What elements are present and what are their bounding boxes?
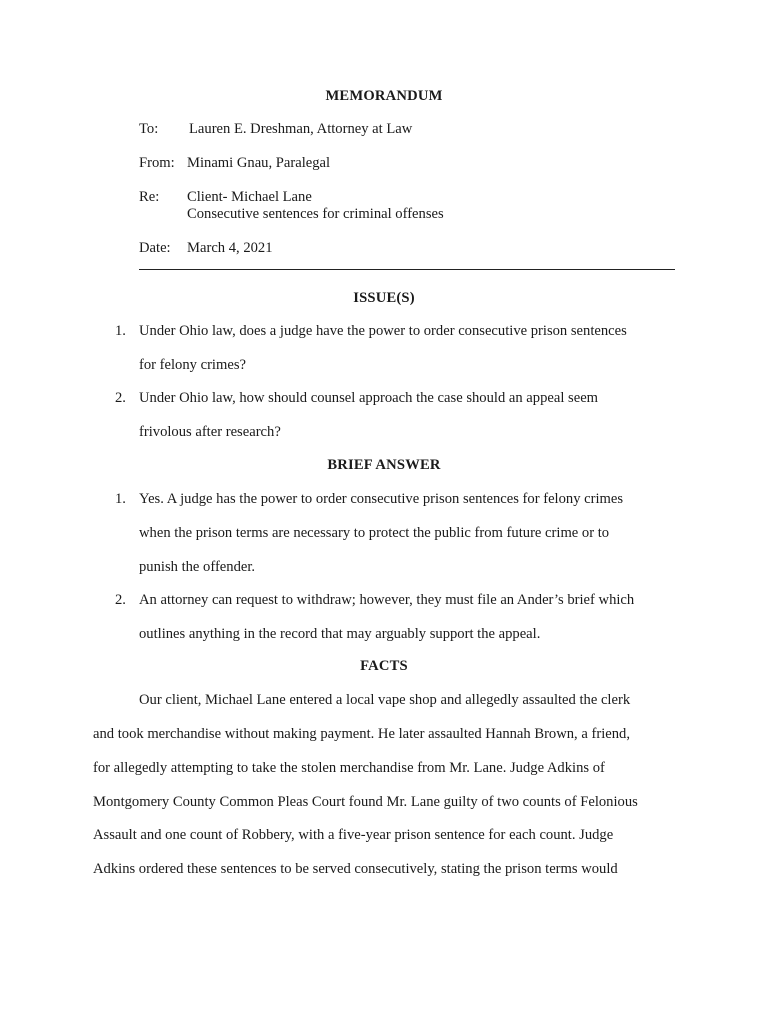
issue-line: frivolous after research? — [139, 424, 281, 440]
brief-answer-heading: BRIEF ANSWER — [327, 457, 441, 473]
memo-title: MEMORANDUM — [325, 88, 443, 104]
issue-number: 2. — [115, 390, 126, 406]
facts-heading: FACTS — [360, 658, 408, 674]
date-value: March 4, 2021 — [187, 240, 273, 256]
facts-line: Montgomery County Common Pleas Court found Mr. Lane guilty of two counts of Felonious — [93, 794, 638, 810]
to-value: Lauren E. Dreshman, Attorney at Law — [189, 121, 413, 137]
date-label: Date: — [139, 240, 171, 256]
header-divider — [139, 269, 675, 270]
facts-line: Adkins ordered these sentences to be served consecutively, stating the prison terms would — [93, 861, 618, 877]
answer-number: 1. — [115, 491, 126, 507]
issue-number: 1. — [115, 323, 126, 339]
re-value-line-1: Client- Michael Lane — [187, 189, 312, 205]
issues-heading: ISSUE(S) — [353, 290, 415, 306]
facts-line: Our client, Michael Lane entered a local vape shop and allegedly assaulted the clerk — [139, 692, 631, 708]
issue-line: Under Ohio law, how should counsel approach the case should an appeal seem — [139, 390, 599, 406]
answer-line: Yes. A judge has the power to order consecutive prison sentences for felony crimes — [139, 491, 624, 507]
from-label: From: — [139, 155, 175, 171]
re-label: Re: — [139, 189, 160, 205]
facts-line: and took merchandise without making payment. He later assaulted Hannah Brown, a friend, — [93, 726, 630, 742]
issue-line: Under Ohio law, does a judge have the power to order consecutive prison sentences — [139, 323, 627, 339]
to-label: To: — [139, 121, 159, 137]
facts-line: Assault and one count of Robbery, with a five-year prison sentence for each count. Judge — [93, 827, 614, 843]
answer-line: when the prison terms are necessary to protect the public from future crime or to — [139, 525, 610, 541]
re-value-line-2: Consecutive sentences for criminal offenses — [187, 206, 444, 222]
facts-line: for allegedly attempting to take the stolen merchandise from Mr. Lane. Judge Adkins of — [93, 760, 605, 776]
answer-line: punish the offender. — [139, 559, 256, 575]
issue-line: for felony crimes? — [139, 357, 246, 373]
answer-line: An attorney can request to withdraw; however, they must file an Ander’s brief which — [139, 592, 635, 608]
answer-line: outlines anything in the record that may arguably support the appeal. — [139, 626, 541, 642]
from-value: Minami Gnau, Paralegal — [187, 155, 331, 171]
answer-number: 2. — [115, 592, 126, 608]
